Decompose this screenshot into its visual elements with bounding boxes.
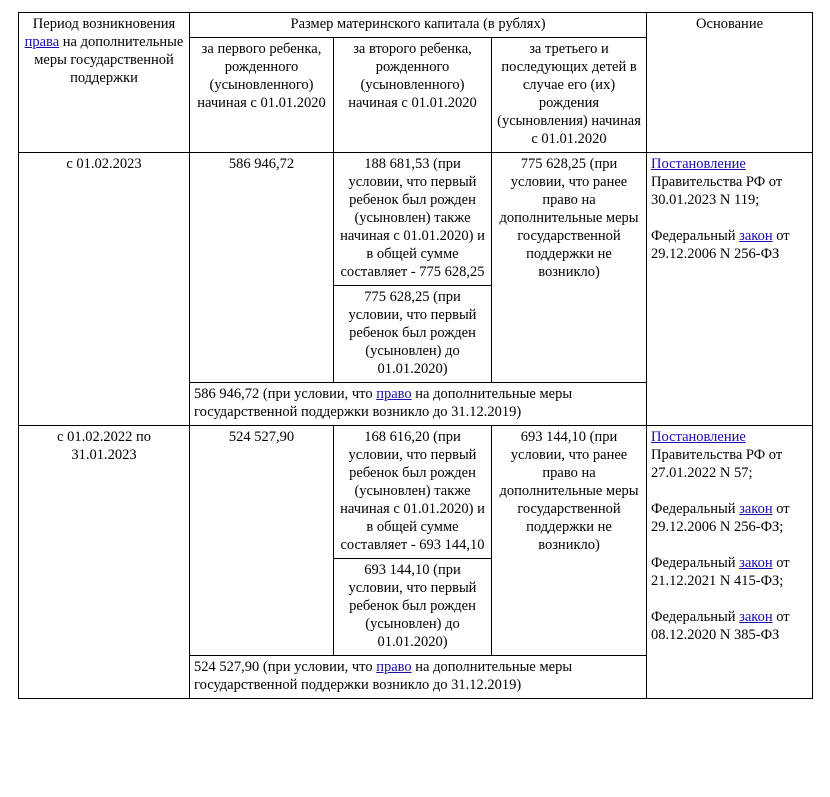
law-link[interactable]: закон [739,555,773,571]
second-child-amount-after-2020: 168 616,20 (при условии, что первый ребенок был рожден (усыновлен) также начиная с 01.01.2020) и в общей сумме составляет - 693 144,10 [334,426,492,559]
note-text-tail: на дополнительные меры государственной поддержки возникло до 31.12.2019) [194,659,573,693]
note-cell [190,383,647,426]
basis-cell [647,426,813,699]
law-link[interactable]: закон [739,501,773,517]
header-period [19,13,190,153]
rights-link[interactable]: права [24,34,60,50]
header-amount-group: Размер материнского капитала (в рублях) [190,13,647,38]
basis-text: от 29.12.2006 N 256-ФЗ; [651,501,790,535]
table-row [19,426,813,559]
basis-text: Федеральный [651,501,740,517]
header-basis: Основание [647,13,813,153]
maternity-capital-table [18,12,813,699]
basis-item [651,227,808,263]
second-child-amount-before-2020: 775 628,25 (при условии, что первый ребенок был рожден (усыновлен) до 01.01.2020) [334,286,492,383]
third-child-amount: 775 628,25 (при условии, что ранее право на дополнительные меры государственной поддержки не возникло) [492,153,647,383]
second-child-amount-after-2020: 188 681,53 (при условии, что первый ребенок был рожден (усыновлен) также начиная с 01.01.2020) и в общей сумме составляет - 775 628,25 [334,153,492,286]
header-second-child: за второго ребенка, рожденного (усыновленного) начиная с 01.01.2020 [334,38,492,153]
second-child-amount-before-2020: 693 144,10 (при условии, что первый ребенок был рожден (усыновлен) до 01.01.2020) [334,559,492,656]
resolution-link[interactable]: Постановление [651,429,746,445]
header-period-text: Период возникновения [32,16,176,32]
basis-item [651,554,808,590]
basis-text: от 21.12.2021 N 415-ФЗ; [651,555,790,589]
third-child-amount: 693 144,10 (при условии, что ранее право на дополнительные меры государственной поддержки не возникло) [492,426,647,656]
resolution-link[interactable]: Постановление [651,156,746,172]
basis-text: Правительства РФ от 27.01.2022 N 57; [651,447,783,481]
note-cell [190,656,647,699]
note-text: 524 527,90 (при условии, что [194,659,377,675]
basis-text: от 08.12.2020 N 385-ФЗ [651,609,790,643]
header-period-text-tail: на дополнительные меры государственной поддержки [34,34,184,86]
basis-text: Федеральный [651,555,740,571]
first-child-amount: 586 946,72 [190,153,334,383]
header-third-child: за третьего и последующих детей в случае его (их) рождения (усыновления) начиная с 01.01.2020 [492,38,647,153]
basis-item [651,608,808,644]
basis-text: Правительства РФ от 30.01.2023 N 119; [651,174,783,208]
law-link[interactable]: закон [739,609,773,625]
basis-item [651,155,808,209]
period-cell: с 01.02.2022 по 31.01.2023 [19,426,190,699]
right-link[interactable]: право [376,659,412,675]
note-text: 586 946,72 (при условии, что [194,386,377,402]
basis-text: от 29.12.2006 N 256-ФЗ [651,228,790,262]
basis-text: Федеральный [651,609,740,625]
basis-cell [647,153,813,426]
table-row [19,153,813,286]
right-link[interactable]: право [376,386,412,402]
period-cell: с 01.02.2023 [19,153,190,426]
first-child-amount: 524 527,90 [190,426,334,656]
basis-item [651,500,808,536]
law-link[interactable]: закон [739,228,773,244]
basis-text: Федеральный [651,228,740,244]
note-text-tail: на дополнительные меры государственной поддержки возникло до 31.12.2019) [194,386,573,420]
header-first-child: за первого ребенка, рожденного (усыновленного) начиная с 01.01.2020 [190,38,334,153]
basis-item [651,428,808,482]
header-row [19,13,813,38]
